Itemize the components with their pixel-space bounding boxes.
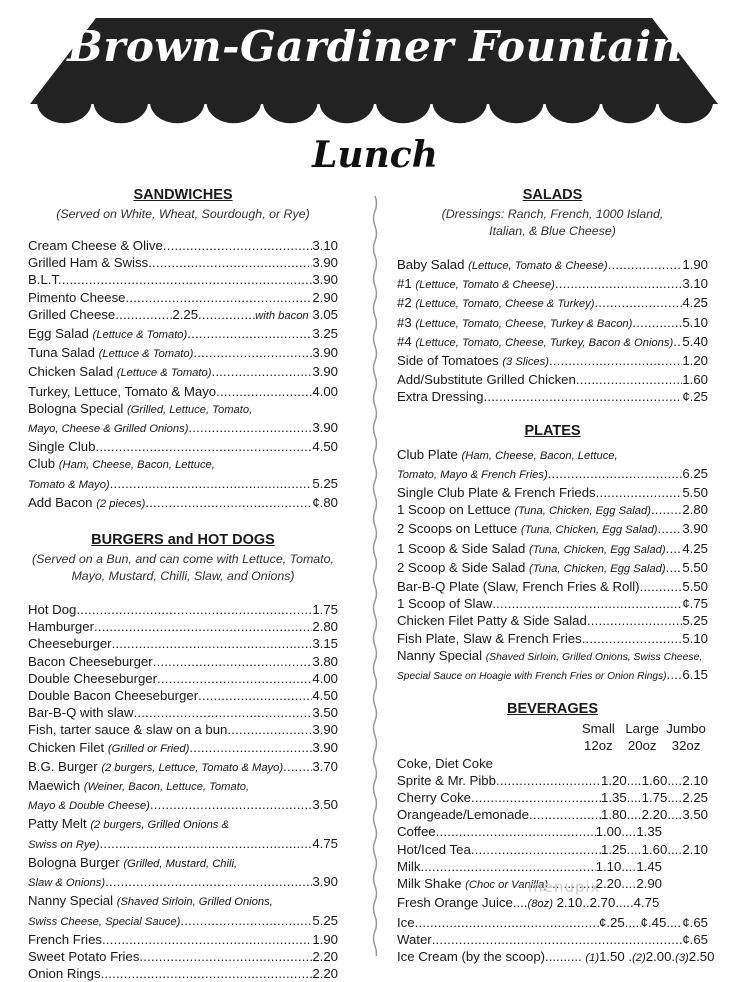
menu-item-cont: Swiss on Rye) ..... 4.75 [28, 835, 338, 854]
awning-scallop [94, 102, 149, 123]
menu-item: Double Cheeseburger ..... 4.00 [28, 670, 338, 687]
beverage-item: Orangeade/Lemonade ..... 1.80 ..... 2.20 ..... 3.50 [397, 806, 708, 823]
awning-scallop [659, 102, 714, 123]
menu-item: Sweet Potato Fries ..... 2.20 [28, 948, 338, 965]
menu-item: Single Club Plate & French Frieds ..... 5.50 [397, 484, 708, 501]
menu-item: Grilled Cheese ..... 2.25 ..... with bacon 3.05 [28, 306, 338, 325]
awning-scallop [263, 102, 318, 123]
sandwiches-note: (Served on White, Wheat, Sourdough, or Rye) [56, 207, 310, 221]
menu-subtitle: Lunch [312, 134, 438, 176]
beverage-item: Hot/Iced Tea ..... 1.25 ..... 1.60 ..... 2.10 [397, 841, 708, 858]
menu-item: Turkey, Lettuce, Tomato & Mayo ..... 4.00 [28, 383, 338, 400]
menu-item: Cream Cheese & Olive ..... 3.10 [28, 237, 338, 254]
awning-scallop [376, 102, 431, 123]
menu-item: Maewich (Weiner, Bacon, Lettuce, Tomato, [28, 778, 250, 794]
menu-item: Add Bacon (2 pieces) ..... ¢.80 [28, 494, 338, 513]
menu-item: Nanny Special (Shaved Sirloin, Grilled Onions, Swiss Cheese, [397, 647, 703, 663]
plates-heading: PLATES [524, 422, 581, 439]
awning-scallop [546, 102, 601, 123]
awning-scallop [207, 102, 262, 123]
awning-scallop [433, 102, 488, 123]
menu-item-cont: Swiss Cheese, Special Sauce) ..... 5.25 [28, 912, 338, 931]
menu-item-cont: Slaw & Onions) ..... 3.90 [28, 873, 338, 892]
menu-item-cont: Mayo, Cheese & Grilled Onions) ..... 3.90 [28, 419, 338, 438]
beverage-item: Ice Cream (by the scoop).......... (1)1.50 .(2)2.00.(3)2.50 [397, 948, 715, 964]
menu-item: Bologna Special (Grilled, Lettuce, Tomato, [28, 400, 253, 416]
beverage-item: Ice ..... ¢.25 ..... ¢.45 ..... ¢.65 [397, 914, 708, 931]
menu-item: Chicken Filet (Grilled or Fried) ..... 3.90 [28, 739, 338, 758]
menu-item: 1 Scoop on Lettuce (Tuna, Chicken, Egg Salad) ..... 2.80 [397, 501, 708, 520]
beverage-item: Cherry Coke ..... 1.35 ..... 1.75 ..... 2.25 [397, 789, 708, 806]
beverage-item: Coffee ..... 1.00 ..... 1.35 [397, 823, 708, 840]
awning-scallop [37, 102, 92, 123]
restaurant-title: Brown-Gardiner Fountain [67, 22, 683, 71]
menu-item: 2 Scoop & Side Salad (Tuna, Chicken, Egg Salad) ..... 5.50 [397, 559, 708, 578]
beverages-heading: BEVERAGES [506, 701, 599, 718]
ounce-header: 12oz 20oz 32oz [584, 738, 701, 754]
menu-item: Baby Salad (Lettuce, Tomato & Cheese) ..... 1.90 [397, 256, 708, 275]
menu-item: #2 (Lettuce, Tomato, Cheese & Turkey) ..... 4.25 [397, 294, 708, 313]
menu-item: 2 Scoops on Lettuce (Tuna, Chicken, Egg Salad) ..... 3.90 [397, 520, 708, 539]
menu-item: Onion Rings ..... 2.20 [28, 965, 338, 982]
awning-scallop [320, 102, 375, 123]
menu-item: Club (Ham, Cheese, Bacon, Lettuce, [28, 456, 215, 472]
menu-item: French Fries ..... 1.90 [28, 931, 338, 948]
size-header: Small Large Jumbo [581, 721, 706, 737]
menu-item: Cheeseburger ..... 3.15 [28, 635, 338, 652]
menu-item: Hot Dog ..... 1.75 [28, 601, 338, 618]
menu-item: Hamburger ..... 2.80 [28, 618, 338, 635]
menu-item: Fish Plate, Slaw & French Fries ..... 5.10 [397, 630, 708, 647]
beverage-item: Milk ..... 1.10 ..... 1.45 [397, 858, 708, 875]
menu-item: Bar-B-Q with slaw ..... 3.50 [28, 704, 338, 721]
beverage-item: Fresh Orange Juice....(8oz) 2.10..2.70.....4.75 [397, 895, 660, 911]
awning-scallop [602, 102, 657, 123]
menu-item: Nanny Special (Shaved Sirloin, Grilled Onions, [28, 893, 273, 909]
menu-item: Tuna Salad (Lettuce & Tomato) ..... 3.90 [28, 344, 338, 363]
left-column [28, 186, 338, 982]
salads-heading: SALADS [522, 187, 583, 203]
menu-item: Extra Dressing ..... ¢.25 [397, 388, 708, 405]
menu-item: #1 (Lettuce, Tomato & Cheese) ..... 3.10 [397, 275, 708, 294]
menu-item: Chicken Filet Patty & Side Salad ..... 5.25 [397, 612, 708, 629]
menu-item: Single Club ..... 4.50 [28, 438, 338, 455]
beverage-item: Water ..... ¢.65 [397, 931, 708, 948]
menu-item: Bar-B-Q Plate (Slaw, French Fries & Roll) ..... 5.50 [397, 578, 708, 595]
salads-note: (Dressings: Ranch, French, 1000 Island, Italian, & Blue Cheese) [441, 207, 664, 238]
beverage-item: Coke, Diet Coke [397, 755, 494, 771]
menu-item: Pimento Cheese ..... 2.90 [28, 289, 338, 306]
menu-item: Fish, tarter sauce & slaw on a bun ..... 3.90 [28, 721, 338, 738]
watermark: menupix [528, 878, 601, 896]
menu-item: Chicken Salad (Lettuce & Tomato) ..... 3.90 [28, 363, 338, 382]
menu-item: Double Bacon Cheeseburger ..... 4.50 [28, 687, 338, 704]
burgers-note: (Served on a Bun, and can come with Lettuce, Tomato, Mayo, Mustard, Chilli, Slaw, and Onions) [32, 552, 334, 584]
awning-scallop [150, 102, 205, 123]
menu-item: Grilled Ham & Swiss ..... 3.90 [28, 254, 338, 271]
menu-item-cont: Mayo & Double Cheese) ..... 3.50 [28, 796, 338, 815]
menu-item: 1 Scoop of Slaw ..... ¢.75 [397, 595, 708, 612]
menu-item: Patty Melt (2 burgers, Grilled Onions & [28, 816, 229, 832]
menu-item: B.L.T. ..... 3.90 [28, 271, 338, 288]
menu-item: Side of Tomatoes (3 Slices) ..... 1.20 [397, 352, 708, 371]
menu-item-cont: Tomato & Mayo) ..... 5.25 [28, 475, 338, 494]
menu-item: #4 (Lettuce, Tomato, Cheese, Turkey, Bacon & Onions) ..... 5.40 [397, 333, 708, 352]
wavy-divider [362, 196, 388, 956]
right-column [397, 186, 715, 967]
menu-item: Bologna Burger (Grilled, Mustard, Chili, [28, 854, 238, 870]
burgers-heading: BURGERS and HOT DOGS [91, 532, 275, 549]
menu-item: Club Plate (Ham, Cheese, Bacon, Lettuce, [397, 446, 618, 462]
menu-item: Egg Salad (Lettuce & Tomato) ..... 3.25 [28, 325, 338, 344]
menu-item: Add/Substitute Grilled Chicken ..... 1.60 [397, 371, 708, 388]
beverage-item: Milk Shake (Choc or Vanilla) ..... 2.20 ..... 2.90 [397, 875, 708, 894]
sandwiches-heading: SANDWICHES [133, 187, 233, 203]
menu-item: 1 Scoop & Side Salad (Tuna, Chicken, Egg Salad) ..... 4.25 [397, 540, 708, 559]
menu-item-cont: Special Sauce on Hoagie with French Fries or Onion Rings) ..... 6.15 [397, 666, 708, 685]
beverage-item: Sprite & Mr. Pibb ..... 1.20 ..... 1.60 ..... 2.10 [397, 772, 708, 789]
menu-item: B.G. Burger (2 burgers, Lettuce, Tomato & Mayo) ..... 3.70 [28, 758, 338, 777]
menu-item: Bacon Cheeseburger ..... 3.80 [28, 653, 338, 670]
awning-scallop [489, 102, 544, 123]
menu-item-cont: Tomato, Mayo & French Fries) ..... 6.25 [397, 465, 708, 484]
menu-item: #3 (Lettuce, Tomato, Cheese, Turkey & Bacon) ..... 5.10 [397, 314, 708, 333]
